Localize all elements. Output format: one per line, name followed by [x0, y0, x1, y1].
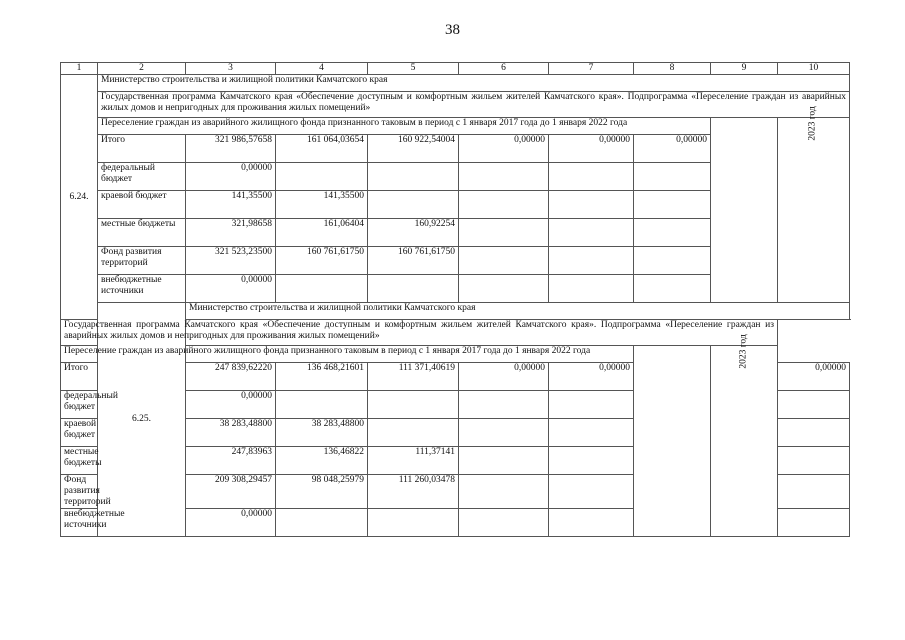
amount-cell: 0,00000: [186, 391, 276, 419]
amount-cell: [634, 191, 711, 219]
amount-cell: [634, 247, 711, 275]
program-name: Государственная программа Камчатского края «Обеспечение доступным и комфортным жильем жителей Камчатского края». Подпрограмма «Переселение граждан из аварийных жилых домов и непригодных для проживания жилых помещений»: [61, 320, 778, 346]
amount-cell: 161,06404: [276, 219, 368, 247]
amount-cell: 0,00000: [549, 135, 634, 163]
amount-cell: [459, 447, 549, 475]
amount-cell: [368, 419, 459, 447]
amount-cell: 141,35500: [186, 191, 276, 219]
funding-source-label: Фонд развития территорий: [98, 247, 186, 275]
amount-cell: 136,46822: [276, 447, 368, 475]
amount-cell: 0,00000: [549, 363, 634, 391]
amount-cell: [368, 391, 459, 419]
amount-cell: [549, 419, 634, 447]
amount-cell: [368, 191, 459, 219]
amount-cell: [634, 163, 711, 191]
amount-cell: 160 761,61750: [368, 247, 459, 275]
amount-cell: [276, 391, 368, 419]
year-cell: [778, 106, 850, 303]
amount-cell: [549, 191, 634, 219]
amount-cell: [368, 275, 459, 303]
amount-cell: 0,00000: [459, 363, 549, 391]
header-cell: 6: [459, 63, 549, 75]
header-cell: 10: [778, 63, 850, 75]
amount-cell: 321,98658: [186, 219, 276, 247]
organization-name: Министерство строительства и жилищной политики Камчатского края: [98, 75, 850, 92]
amount-cell: [459, 475, 549, 509]
amount-cell: 160 761,61750: [276, 247, 368, 275]
page-number: 38: [445, 22, 460, 38]
amount-cell: 209 308,29457: [186, 475, 276, 509]
amount-cell: 136 468,21601: [276, 363, 368, 391]
funding-source-label: внебюджетные источники: [98, 275, 186, 303]
amount-cell: [276, 275, 368, 303]
org-row: [61, 303, 850, 320]
amount-cell: 38 283,48800: [186, 419, 276, 447]
item-code: 6.25.: [98, 303, 186, 537]
amount-cell: [368, 163, 459, 191]
amount-cell: 321 986,57658: [186, 135, 276, 163]
funding-source-label: Фонд развития территорий: [61, 475, 98, 509]
amount-cell: 141,35500: [276, 191, 368, 219]
amount-cell: 161 064,03654: [276, 135, 368, 163]
amount-cell: 160,92254: [368, 219, 459, 247]
amount-cell: [459, 275, 549, 303]
amount-cell: [549, 475, 634, 509]
amount-cell: 0,00000: [634, 135, 711, 163]
year-label: 2023 год: [738, 334, 749, 369]
amount-cell: 111 260,03478: [368, 475, 459, 509]
amount-cell: [778, 419, 850, 447]
amount-cell: [276, 509, 368, 537]
funding-source-label: краевой бюджет: [98, 191, 186, 219]
amount-cell: [459, 247, 549, 275]
header-cell: 4: [276, 63, 368, 75]
amount-cell: [634, 275, 711, 303]
col9-cell: [711, 118, 778, 303]
amount-cell: 0,00000: [459, 135, 549, 163]
amount-cell: [459, 509, 549, 537]
program-row: [61, 320, 850, 346]
amount-cell: 0,00000: [186, 509, 276, 537]
amount-cell: [778, 447, 850, 475]
program-row: [61, 92, 850, 118]
item-code: 6.24.: [61, 75, 98, 320]
amount-cell: [778, 509, 850, 537]
amount-cell: [549, 509, 634, 537]
amount-cell: [549, 447, 634, 475]
measure-name: Переселение граждан из аварийного жилищного фонда признанного таковым в период с 1 января 2017 года до 1 января 2022 года: [61, 346, 634, 363]
subprogram-row: [61, 346, 850, 363]
amount-cell: [459, 419, 549, 447]
header-cell: 7: [549, 63, 634, 75]
header-cell: 3: [186, 63, 276, 75]
amount-cell: [549, 163, 634, 191]
program-name: Государственная программа Камчатского края «Обеспечение доступным и комфортным жильем жителей Камчатского края». Подпрограмма «Переселение граждан из аварийных жилых домов и непригодных для проживания жилых помещений»: [98, 92, 850, 118]
amount-cell: 111 371,40619: [368, 363, 459, 391]
amount-cell: [634, 219, 711, 247]
measure-name: Переселение граждан из аварийного жилищного фонда признанного таковым в период с 1 января 2017 года до 1 января 2022 года: [98, 118, 711, 135]
amount-cell: 0,00000: [186, 275, 276, 303]
amount-cell: 98 048,25979: [276, 475, 368, 509]
amount-cell: [549, 275, 634, 303]
year-cell: [711, 334, 778, 537]
funding-source-label: Итого: [98, 135, 186, 163]
funding-source-label: Итого: [61, 363, 98, 391]
subprogram-row: [61, 118, 850, 135]
year-label: 2023 год: [807, 106, 818, 141]
amount-cell: 111,37141: [368, 447, 459, 475]
org-row: [61, 75, 850, 92]
amount-cell: [276, 163, 368, 191]
amount-cell: 247 839,62220: [186, 363, 276, 391]
funding-source-label: местные бюджеты: [61, 447, 98, 475]
amount-cell: [549, 391, 634, 419]
header-cell: 2: [98, 63, 186, 75]
header-row: [61, 63, 850, 75]
amount-cell: 0,00000: [778, 363, 850, 391]
budget-table: [60, 62, 850, 537]
amount-cell: [459, 191, 549, 219]
funding-source-label: федеральный бюджет: [98, 163, 186, 191]
amount-cell: [368, 509, 459, 537]
amount-cell: 321 523,23500: [186, 247, 276, 275]
header-cell: 1: [61, 63, 98, 75]
amount-cell: [459, 219, 549, 247]
amount-cell: 247,83963: [186, 447, 276, 475]
amount-cell: 160 922,54004: [368, 135, 459, 163]
amount-cell: [459, 163, 549, 191]
amount-cell: 38 283,48800: [276, 419, 368, 447]
amount-cell: [549, 247, 634, 275]
funding-source-label: краевой бюджет: [61, 419, 98, 447]
header-cell: 5: [368, 63, 459, 75]
amount-cell: [778, 391, 850, 419]
header-cell: 8: [634, 63, 711, 75]
funding-source-label: федеральный бюджет: [61, 391, 98, 419]
funding-source-label: внебюджетные источники: [61, 509, 98, 537]
col9-cell: [634, 346, 711, 537]
amount-cell: [459, 391, 549, 419]
funding-source-label: местные бюджеты: [98, 219, 186, 247]
header-cell: 9: [711, 63, 778, 75]
organization-name: Министерство строительства и жилищной политики Камчатского края: [186, 303, 850, 320]
amount-cell: 0,00000: [186, 163, 276, 191]
amount-cell: [549, 219, 634, 247]
amount-cell: [778, 475, 850, 509]
